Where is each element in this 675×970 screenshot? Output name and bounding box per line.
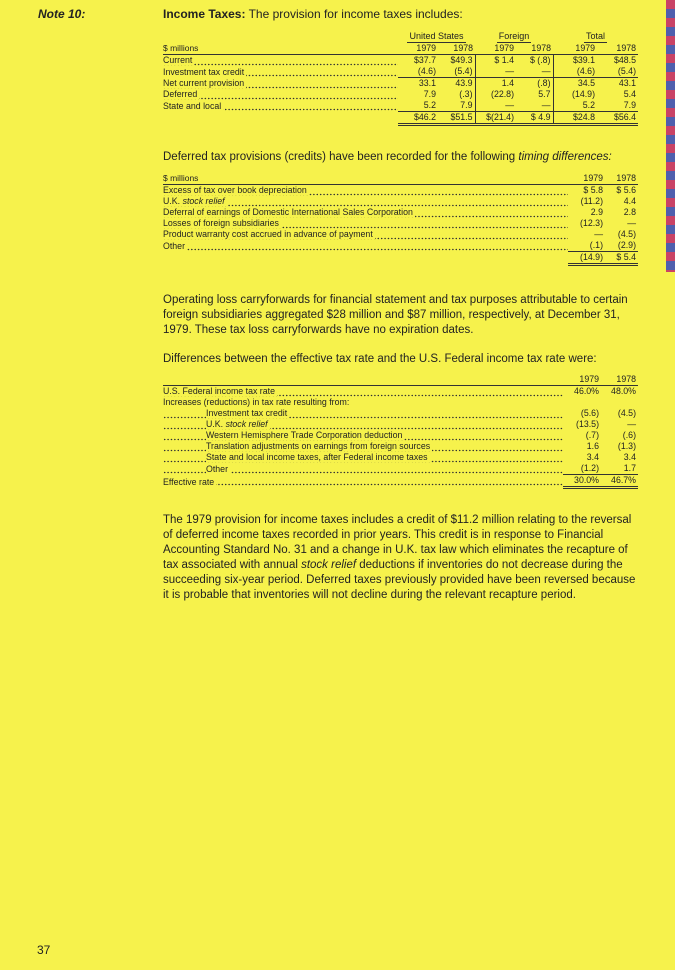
value-cell: 46.7%: [601, 475, 638, 488]
row-label-italic: stock relief: [182, 196, 225, 206]
group-foreign: Foreign: [498, 31, 530, 41]
value-cell: (11.2): [580, 196, 603, 206]
value-cell: 34.5: [553, 78, 597, 90]
row-label: Deferral of earnings of Domestic International Sales Corporation: [163, 207, 413, 217]
row-label: [163, 196, 227, 206]
table-row: [163, 430, 638, 441]
row-label: Increases (reductions) in tax rate resulting from:: [163, 397, 350, 407]
value-cell: 1.7: [601, 463, 638, 475]
row-label: Other: [206, 463, 229, 474]
table-row: [163, 78, 638, 90]
provision-year-row: [163, 43, 638, 55]
loss-carryforward-paragraph: Operating loss carryforwards for financial statement and tax purposes attributable to certain foreign subsidiaries aggregated $28 million and $87 million, respectively, at December 31, 1979. These tax loss carryforwards have no expiration dates.: [163, 294, 628, 336]
value-cell: $ 5.8: [583, 185, 603, 195]
final-para-part1: The 1979 provision for income taxes includes a credit of $11.2 million relating to the reversal of deferred income taxes recorded in prior years. This credit is in response to Financial Accounting Standard No. 31 and a change in U.K. tax law which eliminates the recapture of tax associated with annual: [163, 514, 632, 571]
value-cell: (14.9): [553, 89, 597, 100]
year-cell: 1978: [597, 43, 638, 55]
year-cell: 1978: [516, 43, 553, 55]
total-row: [163, 112, 638, 125]
provision-table: [163, 31, 638, 126]
value-cell: 2.9: [590, 207, 603, 217]
value-cell: (4.5): [617, 229, 636, 239]
value-cell: (22.8): [475, 89, 516, 100]
table-row: [163, 196, 638, 207]
value-cell: 5.4: [623, 89, 636, 99]
table-row: [163, 397, 638, 408]
value-cell: $48.5: [613, 55, 636, 65]
value-cell: (12.3): [580, 218, 603, 228]
table-row: [163, 463, 638, 475]
section-heading: [163, 7, 638, 21]
table-row: [163, 66, 638, 78]
final-para-part2: deductions if inventories do not decrease during the succeeding six-year period. Deferred taxes previously provided have been reversed because it is probable that inventories will not decline during the relevant recapture period.: [163, 559, 636, 601]
row-label: Losses of foreign subsidiaries: [163, 218, 279, 228]
total-row: [163, 252, 638, 265]
value-cell: 3.4: [586, 452, 599, 462]
row-label-italic: stock relief: [225, 419, 268, 429]
value-cell: 33.1: [418, 78, 436, 88]
value-cell: $56.4: [597, 112, 638, 125]
row-label: State and local income taxes, after Federal income taxes: [206, 452, 428, 462]
row-label: Product warranty cost accrued in advance of payment: [163, 229, 373, 239]
group-us: United States: [409, 31, 464, 41]
value-cell: —: [627, 419, 636, 429]
year-cell: 1978: [605, 173, 638, 185]
row-label: Net current provision: [163, 78, 245, 88]
year-cell: 1978: [601, 374, 638, 386]
heading-text: The provision for income taxes includes:: [245, 7, 463, 21]
table-row: [163, 240, 638, 252]
value-cell: (5.4): [597, 66, 638, 78]
table-row: [163, 185, 638, 197]
table-row: [163, 55, 638, 67]
row-label: [163, 252, 568, 265]
note-label: Note 10:: [38, 7, 86, 21]
deferred-intro: [163, 150, 638, 165]
row-label: State and local: [163, 100, 222, 111]
year-cell: 1979: [553, 43, 597, 55]
rate-table: [163, 374, 638, 489]
value-cell: 3.4: [623, 452, 636, 462]
value-cell: $49.3: [450, 55, 473, 65]
value-cell: 1.6: [586, 441, 599, 451]
value-cell: $24.8: [553, 112, 597, 125]
table-row: [163, 100, 638, 112]
value-cell: (1.2): [563, 463, 601, 475]
value-cell: (4.6): [553, 66, 597, 78]
row-label: Current: [163, 55, 193, 65]
value-cell: —: [594, 229, 603, 239]
row-label: Investment tax credit: [206, 408, 288, 418]
value-cell: 7.9: [423, 89, 436, 99]
note-content: [163, 7, 638, 603]
year-cell: 1979: [475, 43, 516, 55]
table-row: [163, 419, 638, 430]
row-label-pre: U.K.: [163, 196, 183, 206]
row-label: Excess of tax over book depreciation: [163, 185, 307, 195]
year-cell: 1979: [563, 374, 601, 386]
row-label: Western Hemisphere Trade Corporation deduction: [206, 430, 403, 440]
value-cell: 5.2: [398, 100, 438, 112]
value-cell: (.7): [585, 430, 599, 440]
value-cell: 46.0%: [574, 386, 599, 396]
value-cell: (13.5): [576, 419, 599, 429]
row-label: Investment tax credit: [163, 66, 245, 77]
value-cell: (5.4): [438, 66, 475, 78]
value-cell: (.3): [459, 89, 473, 99]
row-label-pre: U.K.: [206, 419, 226, 429]
value-cell: —: [516, 100, 553, 112]
deferred-intro-text: Deferred tax provisions (credits) have been recorded for the following: [163, 151, 519, 163]
row-label: U.S. Federal income tax rate: [163, 386, 275, 396]
value-cell: 43.9: [455, 78, 473, 88]
color-edge-strip: [666, 0, 675, 272]
value-cell: (2.9): [605, 240, 638, 252]
value-cell: (.8): [537, 78, 551, 88]
unit-label: $ millions: [163, 173, 568, 185]
heading-bold: Income Taxes:: [163, 7, 246, 21]
value-cell: $ (.8): [529, 55, 551, 65]
unit-label: $ millions: [163, 43, 398, 55]
table-row: [163, 229, 638, 240]
year-cell: 1979: [398, 43, 438, 55]
table-row: [163, 386, 638, 398]
table-row: [163, 89, 638, 100]
row-label: Effective rate: [163, 476, 215, 487]
value-cell: 7.9: [438, 100, 475, 112]
value-cell: $ 5.6: [616, 185, 636, 195]
value-cell: 30.0%: [563, 475, 601, 488]
value-cell: $ 5.4: [605, 252, 638, 265]
row-label: Other: [163, 240, 186, 251]
value-cell: $ 4.9: [516, 112, 553, 125]
value-cell: $39.1: [553, 55, 597, 67]
value-cell: 2.8: [623, 207, 636, 217]
value-cell: —: [627, 218, 636, 228]
value-cell: 5.2: [553, 100, 597, 112]
table-row: [163, 207, 638, 218]
year-cell: 1979: [568, 173, 605, 185]
value-cell: 4.4: [623, 196, 636, 206]
value-cell: $ 1.4: [475, 55, 516, 67]
rate-intro: Differences between the effective tax rate and the U.S. Federal income tax rate were:: [163, 353, 597, 365]
value-cell: $37.7: [413, 55, 436, 65]
value-cell: (1.3): [617, 441, 636, 451]
row-label: Translation adjustments on earnings from foreign sources: [206, 441, 431, 451]
value-cell: (14.9): [568, 252, 605, 265]
deferred-intro-italic: timing differences:: [518, 151, 612, 163]
page-number: 37: [37, 943, 51, 957]
value-cell: 5.7: [538, 89, 551, 99]
value-cell: 43.1: [618, 78, 636, 88]
value-cell: (.6): [622, 430, 636, 440]
value-cell: 1.4: [475, 78, 516, 90]
value-cell: 48.0%: [611, 386, 636, 396]
year-cell: 1978: [438, 43, 475, 55]
value-cell: $(21.4): [475, 112, 516, 125]
value-cell: (5.6): [580, 408, 599, 418]
value-cell: 7.9: [597, 100, 638, 112]
value-cell: (.1): [568, 240, 605, 252]
final-paragraph: [163, 513, 638, 603]
value-cell: —: [516, 66, 553, 78]
total-row: [163, 475, 638, 488]
deferred-table: [163, 173, 638, 266]
value-cell: —: [475, 66, 516, 78]
value-cell: (4.6): [398, 66, 438, 78]
row-label: [163, 112, 398, 125]
table-row: [163, 452, 638, 463]
row-label: [206, 419, 270, 429]
value-cell: —: [475, 100, 516, 112]
value-cell: $46.2: [398, 112, 438, 125]
value-cell: (4.5): [617, 408, 636, 418]
final-para-italic: stock relief: [301, 559, 357, 571]
table-row: [163, 218, 638, 229]
value-cell: $51.5: [438, 112, 475, 125]
table-row: [163, 408, 638, 419]
table-row: [163, 441, 638, 452]
group-total: Total: [585, 31, 605, 41]
row-label: Deferred: [163, 89, 198, 99]
